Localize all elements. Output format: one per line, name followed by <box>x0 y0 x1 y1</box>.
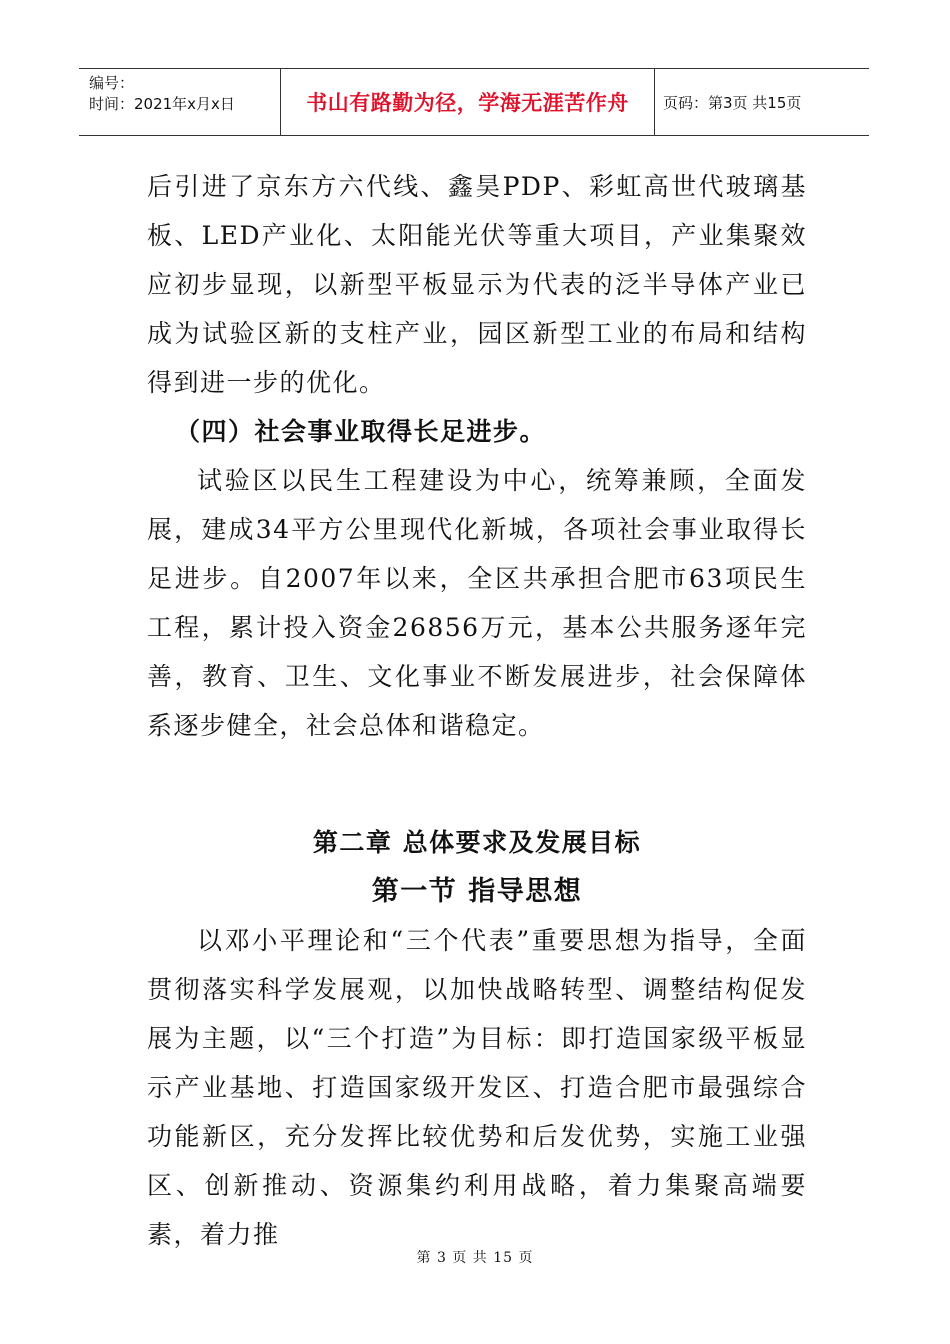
page-footer: 第 3 页 共 15 页 <box>416 1250 534 1266</box>
document-body <box>147 162 807 1259</box>
header-motto: 书山有路勤为径，学海无涯苦作舟 <box>281 69 655 135</box>
chapter-title: 第二章 总体要求及发展目标 <box>312 828 642 857</box>
document-date: 时间：2021年x月x日 <box>89 95 235 113</box>
document-number: 编号： <box>89 74 135 92</box>
header-page-info: 页码：第3页 共15页 <box>663 93 802 112</box>
section-title: 第一节 指导思想 <box>371 876 583 907</box>
spacer <box>147 750 807 818</box>
paragraph-3: 以邓小平理论和“三个代表”重要思想为指导，全面贯彻落实科学发展观，以加快战略转型、调整结构促发展为主题，以“三个打造”为目标：即打造国家级平板显示产业基地、打造国家级开发区、打造合肥市最强综合功能新区，充分发挥比较优势和后发优势，实施工业强区、创新推动、资源集约利用战略，着力集聚高端要素，着力推 <box>147 926 807 1249</box>
subheading-social: （四）社会事业取得长足进步。 <box>175 417 547 446</box>
paragraph-2: 试验区以民生工程建设为中心，统筹兼顾，全面发展，建成34平方公里现代化新城，各项社会事业取得长足进步。自2007年以来，全区共承担合肥市63项民生工程，累计投入资金26856万元，基本公共服务逐年完善，教育、卫生、文化事业不断发展进步，社会保障体系逐步健全，社会总体和谐稳定。 <box>147 466 807 740</box>
page-header <box>79 68 869 136</box>
header-meta <box>79 69 281 135</box>
paragraph-1: 后引进了京东方六代线、鑫昊PDP、彩虹高世代玻璃基板、LED产业化、太阳能光伏等重大项目，产业集聚效应初步显现，以新型平板显示为代表的泛半导体产业已成为试验区新的支柱产业，园区新型工业的布局和结构得到进一步的优化。 <box>147 172 807 397</box>
